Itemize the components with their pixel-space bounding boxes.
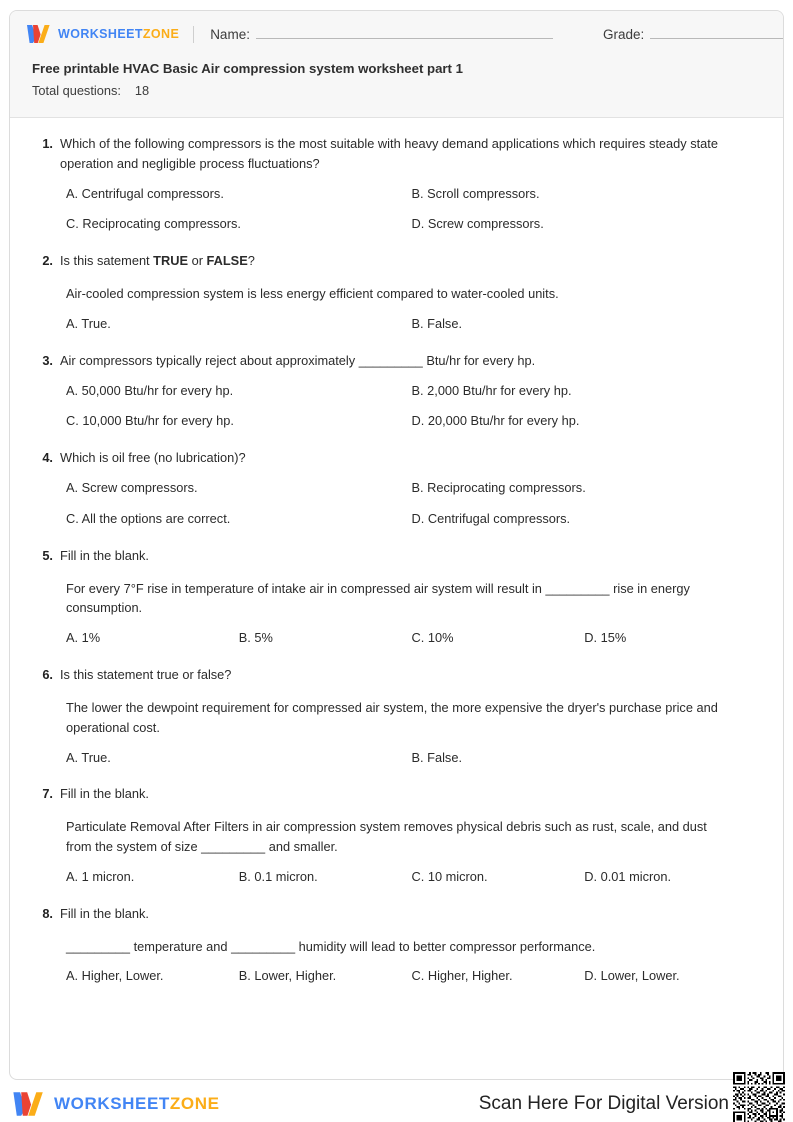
question-7-options <box>66 867 757 891</box>
header-divider <box>193 26 194 43</box>
grade-input-line[interactable] <box>650 26 784 39</box>
worksheet-zone-w-mark-icon <box>26 24 52 44</box>
question-4-text: Which is oil free (no lubrication)? <box>60 450 246 466</box>
worksheet-header <box>10 11 783 118</box>
spacer <box>36 658 757 665</box>
question-1 <box>36 134 757 245</box>
question-2-text-pre: Is this satement <box>60 253 154 269</box>
option-c[interactable]: C. Reciprocating compressors. <box>66 216 241 232</box>
question-6-text: Is this statement true or false? <box>60 667 232 683</box>
worksheet-card <box>9 10 784 1080</box>
option-d[interactable]: D. 15% <box>584 630 627 646</box>
option-d[interactable]: D. 0.01 micron. <box>584 868 672 884</box>
question-8-text: Fill in the blank. <box>60 905 149 921</box>
option-a[interactable]: A. Higher, Lower. <box>66 968 164 984</box>
header-logo-text <box>58 27 179 41</box>
header-meta <box>10 57 783 98</box>
question-7-head <box>36 784 757 804</box>
option-a[interactable]: A. 50,000 Btu/hr for every hp. <box>66 382 234 398</box>
question-4-options <box>66 478 757 540</box>
question-7-text: Fill in the blank. <box>60 786 149 802</box>
question-5 <box>36 546 757 652</box>
question-8-number: 8. <box>42 905 53 921</box>
question-1-number: 1. <box>42 136 53 151</box>
grade-field[interactable] <box>603 26 784 42</box>
total-questions-value: 18 <box>134 82 150 98</box>
option-b[interactable]: B. False. <box>411 315 462 331</box>
questions-list <box>10 118 783 1006</box>
question-1-options <box>66 184 757 246</box>
question-1-head <box>36 134 757 174</box>
question-5-text: Fill in the blank. <box>60 547 149 563</box>
question-8-options <box>66 966 757 990</box>
option-d[interactable]: D. Lower, Lower. <box>584 968 680 984</box>
question-2-head <box>36 251 757 271</box>
worksheet-zone-w-mark-icon <box>12 1091 46 1117</box>
question-3-number: 3. <box>42 352 53 368</box>
question-2-number: 2. <box>42 253 53 269</box>
option-a[interactable]: A. True. <box>66 315 111 331</box>
option-c[interactable]: C. All the options are correct. <box>66 510 231 526</box>
option-d[interactable]: D. 20,000 Btu/hr for every hp. <box>411 413 580 429</box>
question-6-number: 6. <box>42 667 53 683</box>
question-2-statement: Air-cooled compression system is less energy efficient compared to water-cooled units. <box>66 286 559 302</box>
question-6 <box>36 665 757 778</box>
option-a[interactable]: A. True. <box>66 749 111 765</box>
name-field[interactable] <box>210 26 553 42</box>
spacer <box>36 897 757 904</box>
question-7 <box>36 784 757 890</box>
option-a[interactable]: A. Screw compressors. <box>66 480 198 496</box>
option-a[interactable]: A. 1% <box>66 630 101 646</box>
question-2-options <box>66 314 757 345</box>
option-d[interactable]: D. Centrifugal compressors. <box>411 510 571 526</box>
page-footer <box>0 1086 793 1122</box>
option-a[interactable]: A. Centrifugal compressors. <box>66 185 224 201</box>
header-top-row <box>10 11 783 57</box>
question-5-number: 5. <box>42 547 53 563</box>
option-c[interactable]: C. 10,000 Btu/hr for every hp. <box>66 413 234 429</box>
option-c[interactable]: C. 10 micron. <box>411 868 488 884</box>
question-6-head <box>36 665 757 685</box>
footer-logo-text <box>54 1094 220 1114</box>
option-b[interactable]: B. Scroll compressors. <box>411 185 540 201</box>
question-6-statement: The lower the dewpoint requirement for compressed air system, the more expensive the dryer's purchase price and operational cost. <box>66 699 718 735</box>
option-b[interactable]: B. False. <box>411 749 462 765</box>
option-d[interactable]: D. Screw compressors. <box>411 216 544 232</box>
question-4-head <box>36 448 757 468</box>
question-2-keyword-false: FALSE <box>206 253 248 269</box>
option-b[interactable]: B. 0.1 micron. <box>238 868 318 884</box>
option-c[interactable]: C. 10% <box>411 630 454 646</box>
question-2-keyword-true: TRUE <box>153 253 189 269</box>
question-5-options <box>66 628 757 652</box>
option-b[interactable]: B. 5% <box>238 630 273 646</box>
question-2-text-mid: or <box>188 253 207 269</box>
question-3-head <box>36 351 757 371</box>
question-2-text <box>60 251 757 271</box>
name-input-line[interactable] <box>256 26 553 39</box>
option-b[interactable]: B. Reciprocating compressors. <box>411 480 586 496</box>
question-3-options <box>66 381 757 443</box>
question-8-head <box>36 904 757 924</box>
footer-logo-word-zone: ZONE <box>169 1094 220 1113</box>
question-5-head <box>36 546 757 566</box>
question-4 <box>36 448 757 539</box>
logo-word-worksheet: WORKSHEET <box>58 27 143 41</box>
question-6-options <box>66 748 757 779</box>
option-b[interactable]: B. Lower, Higher. <box>238 968 337 984</box>
question-2-text-post: ? <box>247 253 255 269</box>
name-label: Name: <box>210 27 250 42</box>
header-logo <box>26 24 179 44</box>
option-b[interactable]: B. 2,000 Btu/hr for every hp. <box>411 382 572 398</box>
question-8 <box>36 904 757 990</box>
question-1-text: Which of the following compressors is the most suitable with heavy demand applications which requires steady state operation and negligible process fluctuations? <box>60 136 718 171</box>
logo-word-zone: ZONE <box>142 27 180 41</box>
grade-label: Grade: <box>602 27 645 42</box>
footer-logo <box>12 1091 220 1117</box>
footer-scan-group <box>479 1078 785 1122</box>
total-questions <box>32 83 761 98</box>
question-3-text: Air compressors typically reject about approximately _________ Btu/hr for every hp. <box>60 352 536 368</box>
total-questions-label: Total questions: <box>32 82 121 98</box>
scan-here-text: Scan Here For Digital Version <box>478 1093 729 1114</box>
page-title: Free printable HVAC Basic Air compression system worksheet part 1 <box>32 61 463 76</box>
footer-logo-word-worksheet: WORKSHEET <box>54 1094 170 1113</box>
question-8-statement: _________ temperature and _________ humidity will lead to better compressor performance. <box>66 938 596 954</box>
question-4-number: 4. <box>42 450 53 466</box>
question-3 <box>36 351 757 442</box>
question-7-number: 7. <box>42 786 53 802</box>
question-5-statement: For every 7°F rise in temperature of intake air in compressed air system will result in _________ rise in energy consumption. <box>66 580 690 616</box>
qr-code-icon[interactable] <box>733 1072 785 1122</box>
question-2 <box>36 251 757 344</box>
option-c[interactable]: C. Higher, Higher. <box>411 968 513 984</box>
option-a[interactable]: A. 1 micron. <box>66 868 135 884</box>
question-7-statement: Particulate Removal After Filters in air compression system removes physical debris such as rust, scale, and dust from the system of size _________ and smaller. <box>66 819 707 855</box>
